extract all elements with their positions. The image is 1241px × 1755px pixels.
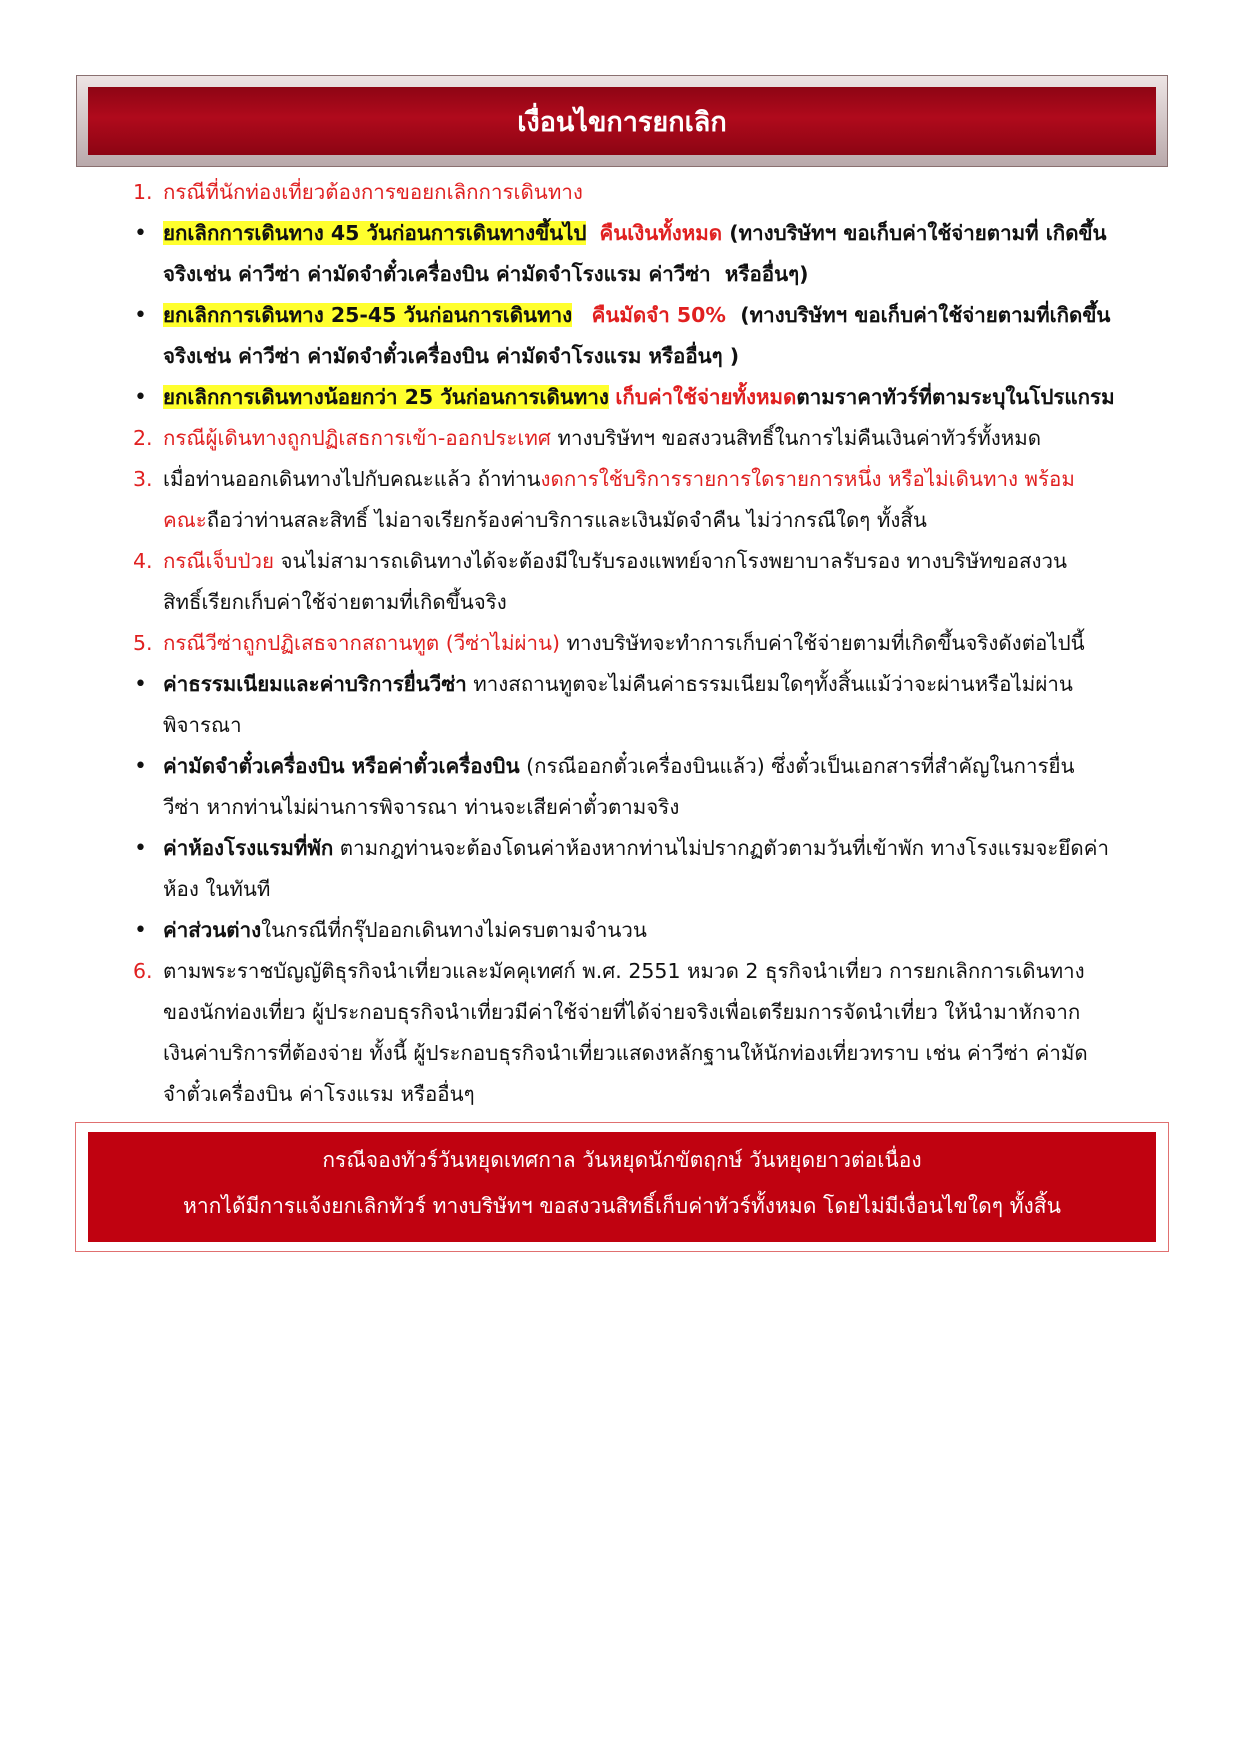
- item-number: 6.: [133, 959, 153, 983]
- condition-line: [118, 377, 1173, 418]
- condition-line: [118, 500, 1173, 541]
- condition-line: [118, 213, 1173, 254]
- condition-text: จนไม่สามารถเดินทางได้จะต้องมีใบรับรองแพทย์จากโรงพยาบาลรับรอง ทางบริษัทขอสงวน: [274, 549, 1068, 573]
- bullet-marker: •: [134, 754, 147, 779]
- holiday-notice-panel: [88, 1132, 1156, 1242]
- condition-text: ในกรณีที่กรุ๊ปออกเดินทางไม่ครบตามจำนวน: [261, 918, 647, 942]
- condition-text: กรณีที่นักท่องเที่ยวต้องการขอยกเลิกการเดินทาง: [163, 180, 583, 204]
- header-banner: [76, 75, 1168, 167]
- condition-line: [118, 1033, 1173, 1074]
- condition-text: คืนมัดจำ 50%: [591, 303, 726, 327]
- condition-text: ค่ามัดจำตั๋วเครื่องบิน หรือค่าตั๋วเครื่องบิน: [163, 754, 520, 778]
- condition-text: งดการใช้บริการรายการใดรายการหนึ่ง หรือไม่เดินทาง พร้อม: [540, 467, 1075, 491]
- bullet-marker: •: [134, 918, 147, 943]
- bullet-marker: •: [134, 385, 147, 410]
- condition-text: คณะ: [163, 508, 207, 532]
- condition-line: [118, 541, 1173, 582]
- condition-line: [118, 336, 1173, 377]
- condition-line: [118, 828, 1173, 869]
- item-number: 4.: [133, 549, 153, 573]
- bullet-marker: •: [134, 836, 147, 861]
- condition-line: [118, 172, 1173, 213]
- bullet-marker: •: [134, 221, 147, 246]
- condition-text: พิจารณา: [163, 713, 242, 737]
- condition-line: [118, 418, 1173, 459]
- condition-text: [572, 303, 592, 327]
- condition-text: (ทางบริษัทฯ ขอเก็บค่าใช้จ่ายตามที่เกิดขึ้น: [725, 303, 1111, 327]
- condition-text: ค่าธรรมเนียมและค่าบริการยื่นวีซ่า: [163, 672, 467, 696]
- condition-text: ค่าส่วนต่าง: [163, 918, 262, 942]
- condition-line: [118, 295, 1173, 336]
- condition-line: [118, 582, 1173, 623]
- condition-text: เก็บค่าใช้จ่ายทั้งหมด: [615, 385, 797, 409]
- condition-text: ยกเลิกการเดินทาง 45 วันก่อนการเดินทางขึ้นไป: [163, 221, 587, 245]
- holiday-notice-box: [75, 1122, 1169, 1252]
- condition-line: [118, 1074, 1173, 1115]
- condition-text: ยกเลิกการเดินทางน้อยกว่า 25 วันก่อนการเดินทาง: [163, 385, 609, 409]
- condition-text: ถือว่าท่านสละสิทธิ์ ไม่อาจเรียกร้องค่าบริการและเงินมัดจำคืน ไม่ว่ากรณีใดๆ ทั้งสิ้น: [206, 508, 927, 532]
- condition-line: [118, 951, 1173, 992]
- conditions-list: [118, 172, 1173, 1115]
- item-number: 5.: [133, 631, 153, 655]
- holiday-notice-line-1: กรณีจองทัวร์วันหยุดเทศกาล วันหยุดนักขัตฤกษ์ วันหยุดยาวต่อเนื่อง: [322, 1148, 922, 1172]
- bullet-marker: •: [134, 303, 147, 328]
- condition-text: จริงเช่น ค่าวีซ่า ค่ามัดจำตั๋วเครื่องบิน ค่ามัดจำโรงแรม หรืออื่นๆ ): [163, 344, 740, 368]
- item-number: 2.: [133, 426, 153, 450]
- condition-line: [118, 623, 1173, 664]
- condition-text: (กรณีออกตั๋วเครื่องบินแล้ว) ซึ่งตั๋วเป็นเอกสารที่สำคัญในการยื่น: [519, 754, 1075, 778]
- condition-line: [118, 705, 1173, 746]
- condition-text: ตามกฎท่านจะต้องโดนค่าห้องหากท่านไม่ปรากฏตัวตามวันที่เข้าพัก ทางโรงแรมจะยึดค่า: [333, 836, 1109, 860]
- condition-text: ของนักท่องเที่ยว ผู้ประกอบธุรกิจนำเที่ยวมีค่าใช้จ่ายที่ได้จ่ายจริงเพื่อเตรียมการจัดนำเที่ยว ให้นำมาหักจาก: [163, 1000, 1081, 1024]
- condition-text: สิทธิ์เรียกเก็บค่าใช้จ่ายตามที่เกิดขึ้นจริง: [163, 590, 507, 614]
- condition-line: [118, 910, 1173, 951]
- bullet-marker: •: [134, 672, 147, 697]
- condition-line: [118, 787, 1173, 828]
- condition-text: กรณีวีซ่าถูกปฏิเสธจากสถานทูต (วีซ่าไม่ผ่าน): [163, 631, 561, 655]
- condition-text: เมื่อท่านออกเดินทางไปกับคณะแล้ว ถ้าท่าน: [163, 467, 541, 491]
- header-banner-inner: [88, 87, 1156, 155]
- condition-text: กรณีเจ็บป่วย: [163, 549, 275, 573]
- condition-text: ทางบริษัทฯ ขอสงวนสิทธิ์ในการไม่คืนเงินค่าทัวร์ทั้งหมด: [550, 426, 1042, 450]
- condition-text: ห้อง ในทันที: [163, 877, 271, 901]
- condition-text: จำตั๋วเครื่องบิน ค่าโรงแรม หรืออื่นๆ: [163, 1082, 475, 1106]
- holiday-notice-line-2: หากได้มีการแจ้งยกเลิกทัวร์ ทางบริษัทฯ ขอสงวนสิทธิ์เก็บค่าทัวร์ทั้งหมด โดยไม่มีเงื่อนไขใดๆ ทั้งสิ้น: [183, 1194, 1061, 1218]
- condition-text: จริงเช่น ค่าวีซ่า ค่ามัดจำตั๋วเครื่องบิน ค่ามัดจำโรงแรม ค่าวีซ่า หรืออื่นๆ): [163, 262, 809, 286]
- condition-text: ทางสถานทูตจะไม่คืนค่าธรรมเนียมใดๆทั้งสิ้นแม้ว่าจะผ่านหรือไม่ผ่าน: [466, 672, 1073, 696]
- item-number: 3.: [133, 467, 153, 491]
- condition-text: ยกเลิกการเดินทาง 25-45 วันก่อนการเดินทาง: [163, 303, 573, 327]
- item-number: 1.: [133, 180, 153, 204]
- condition-text: ตามพระราชบัญญัติธุรกิจนำเที่ยวและมัคคุเทศก์ พ.ศ. 2551 หมวด 2 ธุรกิจนำเที่ยว การยกเลิกการเดินทาง: [163, 959, 1085, 983]
- condition-text: [586, 221, 599, 245]
- condition-line: [118, 459, 1173, 500]
- condition-line: [118, 869, 1173, 910]
- condition-line: [118, 254, 1173, 295]
- condition-text: ทางบริษัทจะทำการเก็บค่าใช้จ่ายตามที่เกิดขึ้นจริงดังต่อไปนี้: [560, 631, 1085, 655]
- condition-line: [118, 664, 1173, 705]
- condition-text: กรณีผู้เดินทางถูกปฏิเสธการเข้า-ออกประเทศ: [163, 426, 551, 450]
- page-title: เงื่อนไขการยกเลิก: [517, 106, 727, 138]
- condition-line: [118, 992, 1173, 1033]
- condition-text: ค่าห้องโรงแรมที่พัก: [163, 836, 334, 860]
- condition-text: (ทางบริษัทฯ ขอเก็บค่าใช้จ่ายตามที่ เกิดขึ้น: [722, 221, 1107, 245]
- condition-text: คืนเงินทั้งหมด: [599, 221, 723, 245]
- condition-text: ตามราคาทัวร์ที่ตามระบุในโปรแกรม: [796, 385, 1115, 409]
- condition-text: วีซ่า หากท่านไม่ผ่านการพิจารณา ท่านจะเสียค่าตั๋วตามจริง: [163, 795, 680, 819]
- condition-line: [118, 746, 1173, 787]
- condition-text: เงินค่าบริการที่ต้องจ่าย ทั้งนี้ ผู้ประกอบธุรกิจนำเที่ยวแสดงหลักฐานให้นักท่องเที่ยวทราบ เช่น ค่าวีซ่า ค่ามัด: [163, 1041, 1088, 1065]
